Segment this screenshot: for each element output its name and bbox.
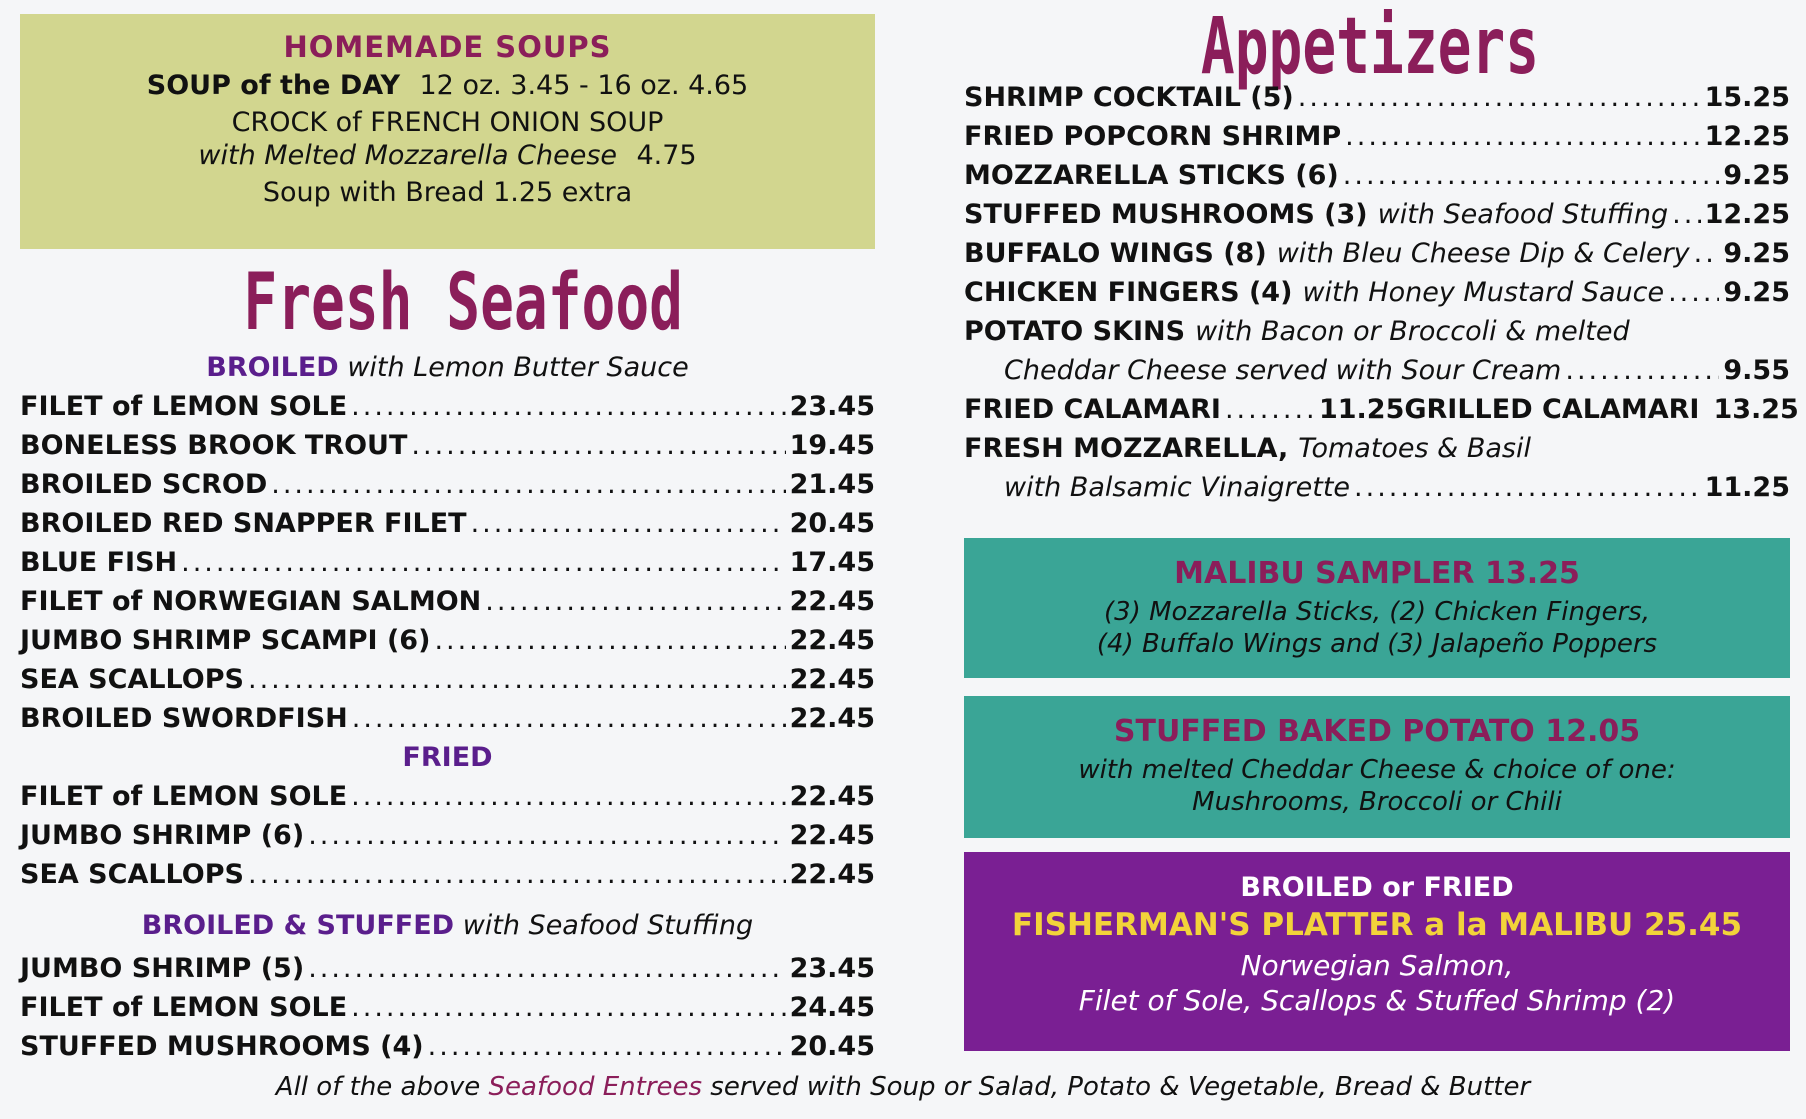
- fishermans-platter-box: [964, 852, 1790, 1051]
- item-name: BROILED SCROD: [20, 469, 268, 500]
- item-name: FILET of LEMON SOLE: [20, 391, 348, 422]
- platter-line1: Norwegian Salmon,: [1240, 949, 1514, 982]
- footer-highlight: Seafood Entrees: [488, 1072, 703, 1102]
- fresh-seafood-heading: Fresh Seafood: [243, 258, 683, 348]
- leader-dots: [428, 1031, 786, 1062]
- item-price: 15.25: [1704, 82, 1790, 113]
- fried-label: FRIED: [402, 742, 493, 773]
- baked-potato-title: STUFFED BAKED POTATO 12.05: [1113, 714, 1641, 749]
- baked-potato-line2: Mushrooms, Broccoli or Chili: [1192, 787, 1562, 817]
- french-onion-price: 4.75: [636, 140, 697, 171]
- item-price: 23.45: [789, 391, 875, 422]
- seafood-item: [20, 547, 875, 578]
- appetizer-item: [964, 82, 1790, 113]
- french-onion-desc: with Melted Mozzarella Cheese: [198, 140, 618, 171]
- seafood-item: [20, 469, 875, 500]
- sampler-line2: (4) Buffalo Wings and (3) Jalapeño Poppers: [1096, 629, 1658, 659]
- grilled-calamari-name: GRILLED CALAMARI: [1404, 394, 1700, 425]
- leader-dots: [248, 859, 786, 890]
- leader-dots: [434, 625, 785, 656]
- seafood-item: [20, 703, 875, 734]
- item-desc: with Honey Mustard Sauce: [1302, 277, 1665, 308]
- item-price: 9.25: [1723, 277, 1790, 308]
- sampler-title: MALIBU SAMPLER 13.25: [1174, 556, 1580, 591]
- seafood-item: [20, 625, 875, 656]
- seafood-item: [20, 820, 875, 851]
- baked-potato-line1: with melted Cheddar Cheese & choice of one:: [1078, 755, 1676, 785]
- item-price: 22.45: [789, 859, 875, 890]
- seafood-item: [20, 859, 875, 890]
- item-price: 12.25: [1704, 121, 1790, 152]
- appetizer-item: [964, 238, 1790, 269]
- french-onion-soup: CROCK of FRENCH ONION SOUP: [231, 107, 664, 138]
- item-name: SEA SCALLOPS: [20, 664, 244, 695]
- item-name: BUFFALO WINGS (8): [964, 238, 1267, 269]
- seafood-item: [20, 664, 875, 695]
- leader-dots: [308, 820, 785, 851]
- seafood-item: [20, 781, 875, 812]
- item-price: 9.25: [1723, 160, 1790, 191]
- appetizer-item: [964, 121, 1790, 152]
- leader-dots: [1225, 394, 1315, 425]
- appetizer-item: [964, 277, 1790, 308]
- item-price: 9.55: [1723, 355, 1790, 386]
- leader-dots: [1298, 82, 1701, 113]
- item-name: STUFFED MUSHROOMS (3): [964, 199, 1368, 230]
- seafood-item: [20, 430, 875, 461]
- fresh-mozzarella-line1: [964, 433, 1790, 464]
- item-name: JUMBO SHRIMP (5): [20, 953, 305, 984]
- soups-title: HOMEMADE SOUPS: [283, 30, 612, 64]
- platter-line2: Filet of Sole, Scallops & Stuffed Shrimp (2): [1078, 984, 1676, 1017]
- seafood-item: [20, 391, 875, 422]
- item-price: 20.45: [789, 508, 875, 539]
- leader-dots: [1354, 472, 1701, 503]
- item-name: STUFFED MUSHROOMS (4): [20, 1031, 424, 1062]
- footer-note: [0, 1072, 1806, 1102]
- leader-dots: [1694, 238, 1720, 269]
- malibu-sampler-box: [964, 538, 1790, 678]
- item-price: 23.45: [789, 953, 875, 984]
- item-price: 22.45: [789, 703, 875, 734]
- seafood-item: [20, 508, 875, 539]
- broiled-label: BROILED: [206, 352, 339, 383]
- item-price: 22.45: [789, 625, 875, 656]
- soup-of-day-price: 12 oz. 3.45 - 16 oz. 4.65: [419, 70, 749, 101]
- item-name: FRIED POPCORN SHRIMP: [964, 121, 1342, 152]
- item-name: FILET of LEMON SOLE: [20, 992, 348, 1023]
- leader-dots: [271, 469, 785, 500]
- item-price: 9.25: [1723, 238, 1790, 269]
- item-name: FRESH MOZZARELLA,: [964, 433, 1289, 464]
- item-name: MOZZARELLA STICKS (6): [964, 160, 1339, 191]
- leader-dots: [411, 430, 785, 461]
- item-price: 22.45: [789, 664, 875, 695]
- item-price: 19.45: [789, 430, 875, 461]
- platter-top: BROILED or FRIED: [1240, 872, 1514, 903]
- item-price: 11.25: [1704, 472, 1790, 503]
- seafood-item: [20, 992, 875, 1023]
- leader-dots: [351, 391, 785, 422]
- item-price: 17.45: [789, 547, 875, 578]
- item-desc: with Bacon or Broccoli & melted: [1195, 316, 1630, 347]
- leader-dots: [351, 992, 785, 1023]
- item-name: BROILED RED SNAPPER FILET: [20, 508, 467, 539]
- item-name: BROILED SWORDFISH: [20, 703, 348, 734]
- leader-dots: [308, 953, 785, 984]
- grilled-calamari-price: 13.25: [1713, 394, 1799, 425]
- item-name: FILET of LEMON SOLE: [20, 781, 348, 812]
- soup-of-day-name: SOUP of the DAY: [146, 70, 401, 101]
- leader-dots: [351, 781, 785, 812]
- leader-dots: [471, 508, 786, 539]
- item-desc: with Bleu Cheese Dip & Celery: [1276, 238, 1690, 269]
- item-price: 12.25: [1704, 199, 1790, 230]
- appetizer-item: [964, 160, 1790, 191]
- appetizer-item: [964, 199, 1790, 230]
- item-price: 21.45: [789, 469, 875, 500]
- leader-dots: [1343, 160, 1720, 191]
- sampler-line1: (3) Mozzarella Sticks, (2) Chicken Fingers,: [1103, 597, 1651, 627]
- stuffed-desc: with Seafood Stuffing: [462, 910, 754, 941]
- item-name: SHRIMP COCKTAIL (5): [964, 82, 1294, 113]
- seafood-item: [20, 586, 875, 617]
- item-name: JUMBO SHRIMP (6): [20, 820, 305, 851]
- platter-title: FISHERMAN'S PLATTER a la MALIBU 25.45: [1011, 907, 1743, 943]
- broiled-desc: with Lemon Butter Sauce: [347, 352, 689, 383]
- item-name: JUMBO SHRIMP SCAMPI (6): [20, 625, 431, 656]
- item-price: 20.45: [789, 1031, 875, 1062]
- footer-post: served with Soup or Salad, Potato & Vegetable, Bread & Butter: [702, 1072, 1531, 1102]
- leader-dots: [1345, 121, 1700, 152]
- baked-potato-box: [964, 696, 1790, 838]
- item-price: 22.45: [789, 586, 875, 617]
- item-desc: with Balsamic Vinaigrette: [1004, 472, 1351, 503]
- item-name: BONELESS BROOK TROUT: [20, 430, 408, 461]
- leader-dots: [1672, 199, 1700, 230]
- soup-bread-note: Soup with Bread 1.25 extra: [262, 177, 633, 208]
- item-desc: Cheddar Cheese served with Sour Cream: [1004, 355, 1562, 386]
- stuffed-label: BROILED & STUFFED: [141, 910, 455, 941]
- broiled-subheading: [20, 352, 875, 383]
- seafood-item: [20, 1031, 875, 1062]
- soup-of-day: [20, 70, 875, 101]
- fresh-mozzarella-line2: [1004, 472, 1790, 503]
- french-onion-desc-line: [20, 140, 875, 171]
- calamari-line: [964, 394, 1799, 425]
- item-desc: Tomatoes & Basil: [1298, 433, 1531, 464]
- item-price: 22.45: [789, 781, 875, 812]
- potato-skins-line1: [964, 316, 1790, 347]
- leader-dots: [1668, 277, 1719, 308]
- item-name: FILET of NORWEGIAN SALMON: [20, 586, 482, 617]
- seafood-item: [20, 953, 875, 984]
- item-name: POTATO SKINS: [964, 316, 1186, 347]
- leader-dots: [352, 703, 786, 734]
- leader-dots: [1565, 355, 1719, 386]
- fried-calamari-price: 11.25: [1318, 394, 1405, 425]
- item-name: SEA SCALLOPS: [20, 859, 244, 890]
- item-price: 24.45: [789, 992, 875, 1023]
- leader-dots: [181, 547, 785, 578]
- item-price: 22.45: [789, 820, 875, 851]
- item-name: BLUE FISH: [20, 547, 178, 578]
- potato-skins-line2: [1004, 355, 1790, 386]
- fried-subheading: [20, 742, 875, 773]
- item-name: CHICKEN FINGERS (4): [964, 277, 1293, 308]
- footer-pre: All of the above: [275, 1072, 489, 1102]
- soups-box: [20, 14, 875, 249]
- leader-dots: [248, 664, 786, 695]
- stuffed-subheading: [20, 910, 875, 941]
- appetizers-heading: Appetizers: [1200, 2, 1540, 92]
- item-desc: with Seafood Stuffing: [1377, 199, 1669, 230]
- fried-calamari-name: FRIED CALAMARI: [964, 394, 1221, 425]
- leader-dots: [485, 586, 785, 617]
